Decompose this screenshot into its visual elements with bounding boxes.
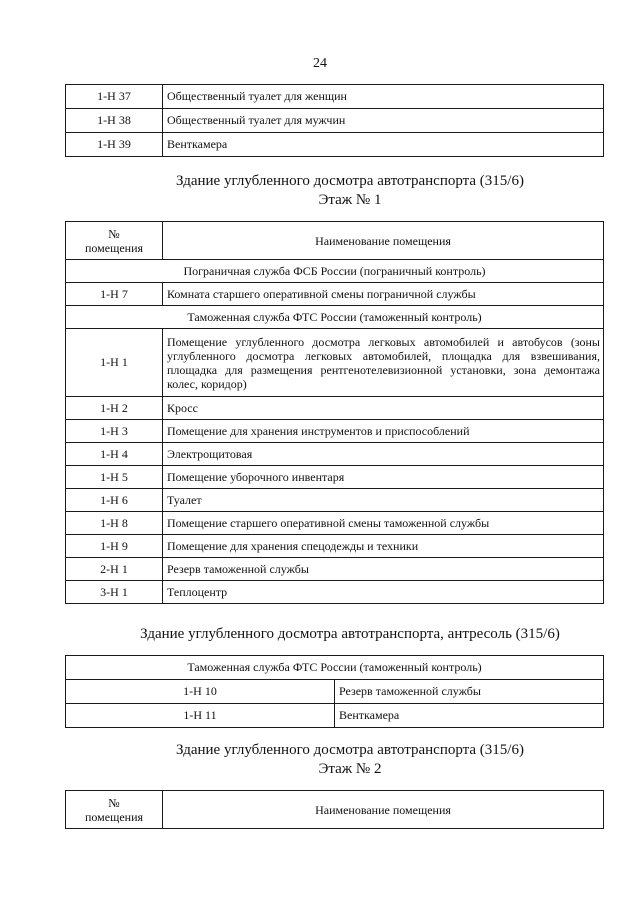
table-row [66,512,604,535]
section-subtitle: Этаж № 2 [318,761,382,777]
table-row [66,329,604,397]
table-row [66,109,604,133]
column-header-name: Наименование помещения [163,791,604,829]
table-floor-2 [65,790,604,829]
section-title: Здание углубленного досмотра автотранспорта, антресоль (315/6) [140,626,560,642]
room-number: 1-Н 4 [66,443,163,466]
table-mezzanine [65,655,604,728]
room-number: 1-Н 7 [66,283,163,306]
room-name: Общественный туалет для мужчин [163,109,604,133]
room-number: 1-Н 3 [66,420,163,443]
table-row [66,581,604,604]
room-name: Туалет [163,489,604,512]
room-number: 1-Н 38 [66,109,163,133]
section-title: Здание углубленного досмотра автотранспорта (315/6) [176,173,524,189]
room-name: Помещение для хранения спецодежды и техники [163,535,604,558]
room-number: 1-Н 8 [66,512,163,535]
table-row [66,283,604,306]
group-heading-border-service: Пограничная служба ФСБ России (пограничный контроль) [66,260,604,283]
room-number: 1-Н 5 [66,466,163,489]
room-name: Кросс [163,397,604,420]
column-header-name: Наименование помещения [163,222,604,260]
room-number: 1-Н 39 [66,133,163,157]
room-name: Помещение для хранения инструментов и приспособлений [163,420,604,443]
room-number: 1-Н 1 [66,329,163,397]
group-row [66,306,604,329]
table-header-row [66,791,604,829]
table-row [66,466,604,489]
table-row [66,397,604,420]
table-header-row [66,222,604,260]
room-number: 1-Н 10 [66,680,335,704]
room-name: Общественный туалет для женщин [163,85,604,109]
group-row [66,656,604,680]
room-name: Венткамера [335,704,604,728]
column-header-number: № помещения [66,791,163,829]
column-header-number: № помещения [66,222,163,260]
table-floor-1 [65,221,604,604]
section-heading-1 [0,172,640,210]
section-heading-3 [0,741,640,779]
room-number: 3-Н 1 [66,581,163,604]
table-row [66,535,604,558]
page-number: 24 [313,56,327,71]
room-name: Теплоцентр [163,581,604,604]
group-heading-customs-service: Таможенная служба ФТС России (таможенный контроль) [66,656,604,680]
table-row [66,704,604,728]
table-row [66,133,604,157]
room-name: Резерв таможенной службы [335,680,604,704]
section-heading-2 [0,625,640,644]
room-name: Венткамера [163,133,604,157]
room-name: Электрощитовая [163,443,604,466]
room-number: 2-Н 1 [66,558,163,581]
room-name: Помещение углубленного досмотра легковых автомобилей и автобусов (зоны углубленного досмотра легковых автомобилей, площадка для взвешивания, площадка для размещения рентгенотелевизионной установки, зона демонтажа колес, коридор) [163,329,604,397]
group-row [66,260,604,283]
room-number: 1-Н 37 [66,85,163,109]
table-row [66,489,604,512]
section-subtitle: Этаж № 1 [318,192,382,208]
table-row [66,85,604,109]
table-row [66,680,604,704]
room-number: 1-Н 9 [66,535,163,558]
table-row [66,558,604,581]
room-name: Помещение старшего оперативной смены таможенной службы [163,512,604,535]
room-name: Комната старшего оперативной смены пограничной службы [163,283,604,306]
section-title: Здание углубленного досмотра автотранспорта (315/6) [176,742,524,758]
table-row [66,443,604,466]
table-top [65,84,604,157]
room-name: Помещение уборочного инвентаря [163,466,604,489]
room-number: 1-Н 2 [66,397,163,420]
group-heading-customs-service: Таможенная служба ФТС России (таможенный контроль) [66,306,604,329]
room-number: 1-Н 6 [66,489,163,512]
room-number: 1-Н 11 [66,704,335,728]
room-name: Резерв таможенной службы [163,558,604,581]
table-row [66,420,604,443]
